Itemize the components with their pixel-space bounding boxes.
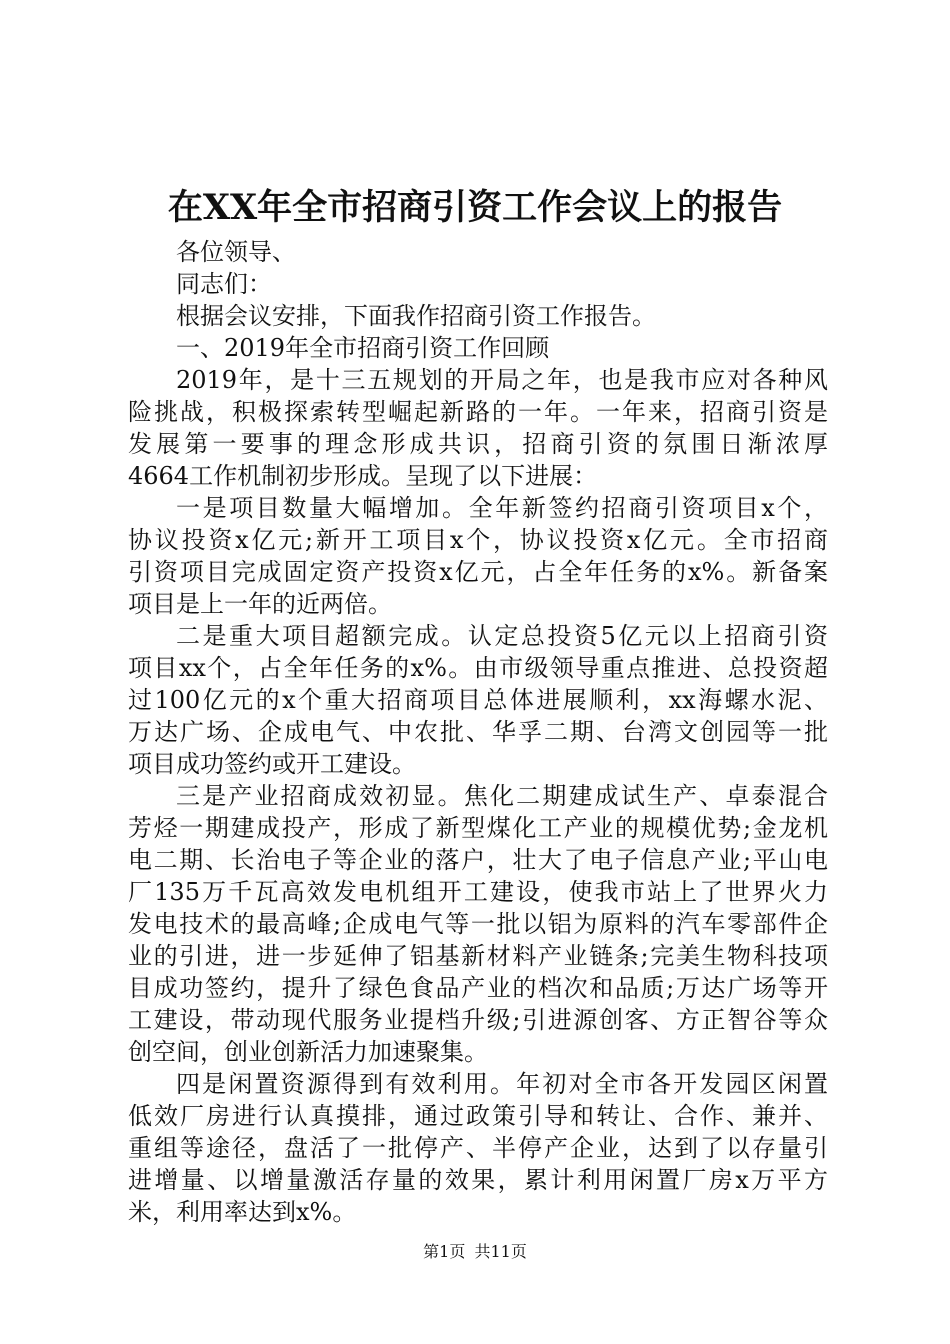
text-line: 三是产业招商成效初显。焦化二期建成试生产、卓泰混合 [176, 782, 828, 810]
page-number: 第1页 [423, 1242, 466, 1261]
text-line: 协议投资x亿元;新开工项目x个，协议投资x亿元。全市招商 [128, 526, 828, 554]
text-line: 业的引进，进一步延伸了铝基新材料产业链条;完美生物科技项 [128, 942, 828, 970]
text-line: 过100亿元的x个重大招商项目总体进展顺利，xx海螺水泥、 [128, 686, 828, 714]
text-line: 万达广场、企成电气、中农批、华孚二期、台湾文创园等一批 [128, 718, 828, 746]
page-total: 共11页 [474, 1242, 527, 1261]
text-line: 四是闲置资源得到有效利用。年初对全市各开发园区闲置 [176, 1070, 828, 1098]
text-line: 工建设，带动现代服务业提档升级;引进源创客、方正智谷等众 [128, 1006, 828, 1034]
text-line: 电二期、长治电子等企业的落户，壮大了电子信息产业;平山电 [128, 846, 828, 874]
page-footer [0, 1241, 950, 1263]
text-line: 项目xx个，占全年任务的x%。由市级领导重点推进、总投资超 [128, 654, 828, 682]
text-line: 目成功签约，提升了绿色食品产业的档次和品质;万达广场等开 [128, 974, 828, 1002]
text-line: 厂135万千瓦高效发电机组开工建设，使我市站上了世界火力 [128, 878, 828, 906]
text-line: 低效厂房进行认真摸排，通过政策引导和转让、合作、兼并、 [128, 1102, 828, 1130]
text-line: 二是重大项目超额完成。认定总投资5亿元以上招商引资 [176, 622, 828, 650]
text-line: 创空间，创业创新活力加速聚集。 [128, 1038, 488, 1066]
text-line: 项目是上一年的近两倍。 [128, 590, 392, 618]
text-line: 项目成功签约或开工建设。 [128, 750, 416, 778]
text-line: 发电技术的最高峰;企成电气等一批以铝为原料的汽车零部件企 [128, 910, 828, 938]
text-line: 芳烃一期建成投产，形成了新型煤化工产业的规模优势;金龙机 [128, 814, 828, 842]
text-line: 一是项目数量大幅增加。全年新签约招商引资项目x个， [176, 494, 828, 522]
text-line: 米，利用率达到x%。 [128, 1198, 357, 1226]
text-line: 进增量、以增量激活存量的效果，累计利用闲置厂房x万平方 [128, 1166, 828, 1194]
text-line: 一、2019年全市招商引资工作回顾 [176, 334, 550, 362]
text-line: 重组等途径，盘活了一批停产、半停产企业，达到了以存量引 [128, 1134, 828, 1162]
text-line: 根据会议安排，下面我作招商引资工作报告。 [176, 302, 656, 330]
text-line: 同志们： [176, 270, 272, 298]
text-line: 引资项目完成固定资产投资x亿元，占全年任务的x%。新备案 [128, 558, 828, 586]
document-title: 在XX年全市招商引资工作会议上的报告 [167, 187, 783, 228]
document-body [128, 236, 828, 1228]
text-line: 发展第一要事的理念形成共识，招商引资的氛围日渐浓厚 [128, 430, 828, 458]
text-line: 4664工作机制初步形成。呈现了以下进展： [128, 462, 598, 490]
text-line: 险挑战，积极探索转型崛起新路的一年。一年来，招商引资是 [128, 398, 828, 426]
text-line: 2019年，是十三五规划的开局之年，也是我市应对各种风 [176, 366, 828, 394]
text-line: 各位领导、 [176, 238, 296, 266]
